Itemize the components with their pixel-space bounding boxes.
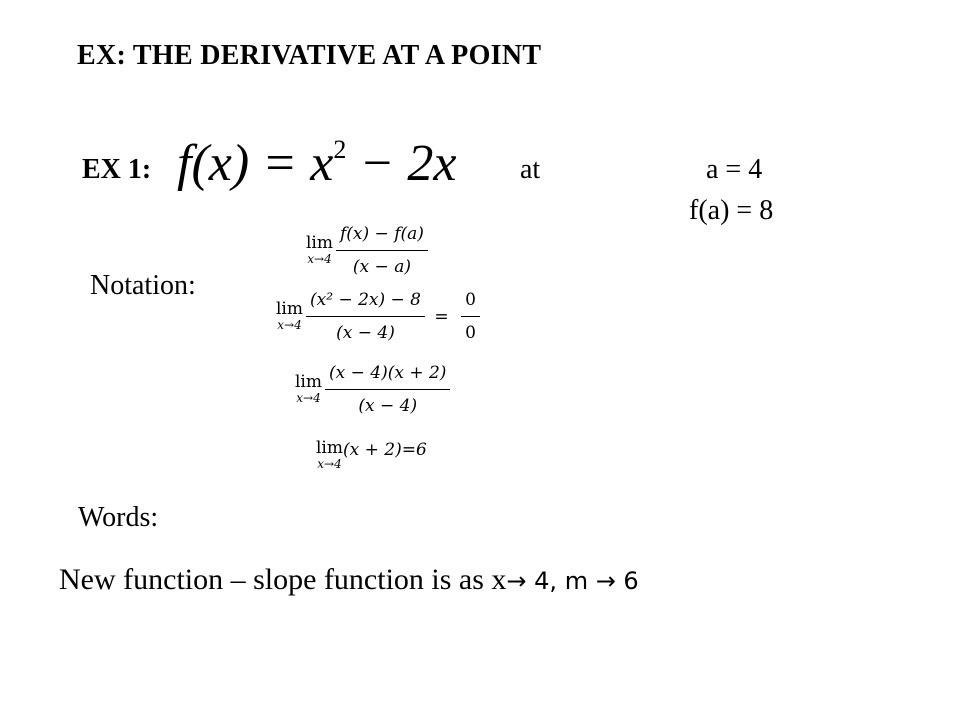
fraction-denominator: (x − 4) [358,396,418,416]
difference-quotient [336,224,428,277]
function-exponent: 2 [333,134,347,164]
words-label: Words: [78,502,159,533]
limit-step-1 [306,224,428,277]
fraction-denominator: (x − 4) [336,323,395,343]
limit-step-2 [276,290,480,343]
conclusion-text: New function – slope function is as x [59,563,507,596]
function-rhs: − 2x [359,135,457,192]
page-title: EX: THE DERIVATIVE AT A POINT [77,40,542,71]
fraction-numerator: f(x) − f(a) [336,224,428,251]
factored-quotient [325,363,450,416]
fa-value: f(a) = 8 [689,195,774,226]
limit-step-3 [295,363,450,416]
limit-step-4 [316,440,427,470]
limit-operator: lim x→4 [276,299,303,333]
limit-operator: lim x→4 [316,438,343,471]
at-word: at [520,154,541,185]
fraction-denominator: (x − a) [352,257,411,277]
notation-label: Notation: [90,270,196,301]
conclusion-tail: → 4, m → 6 [506,567,639,595]
equals-sign: = [434,306,449,327]
fraction-numerator: 0 [461,290,480,317]
conclusion-sentence [59,563,639,597]
indeterminate-form [461,290,480,343]
function-formula [177,134,457,192]
fraction-denominator: 0 [465,323,476,343]
a-value: a = 4 [706,154,763,185]
function-lhs: f(x) = x [177,135,334,192]
fraction-numerator: (x − 4)(x + 2) [325,363,450,390]
example-label: EX 1: [82,154,152,185]
limit-operator: lim x→4 [306,233,333,267]
limit-result: (x + 2)=6 [343,440,427,460]
substituted-quotient [306,290,425,343]
fraction-numerator: (x² − 2x) − 8 [306,290,425,317]
limit-operator: lim x→4 [295,372,322,406]
